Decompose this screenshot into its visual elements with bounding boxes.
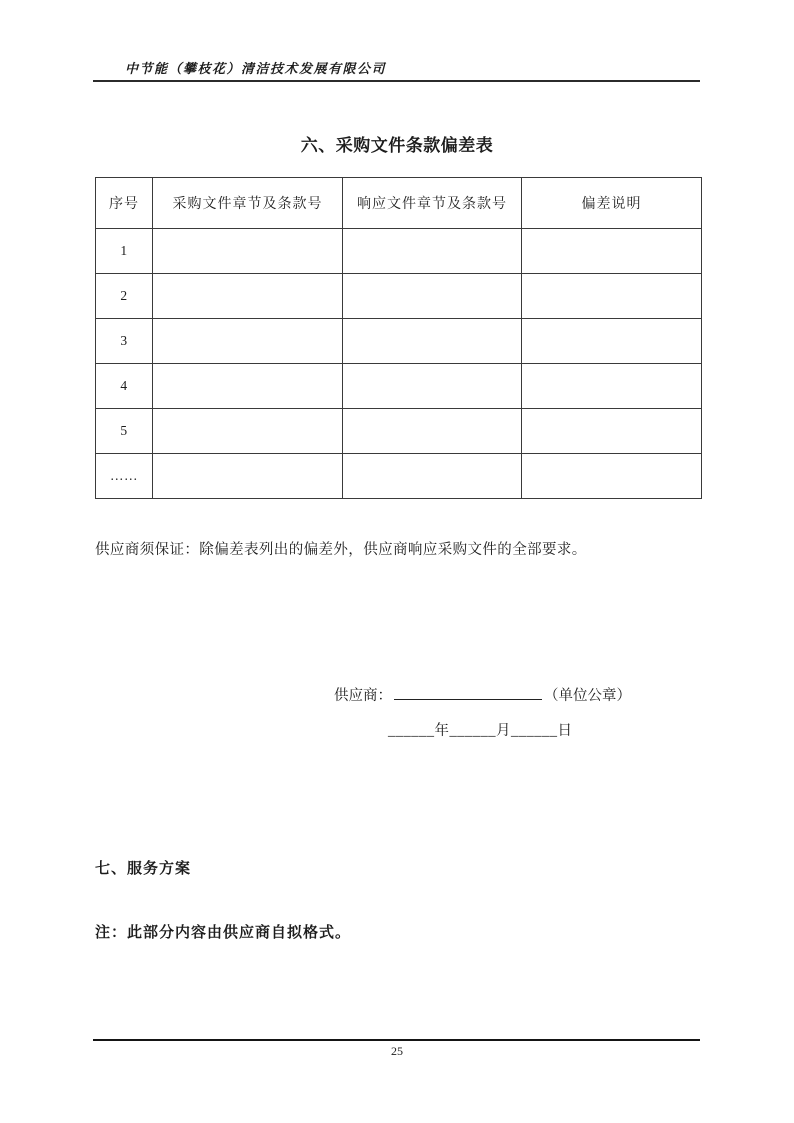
deviation-table — [95, 177, 702, 499]
empty-cell — [343, 229, 522, 274]
footer-rule — [93, 1039, 700, 1041]
empty-cell — [153, 229, 343, 274]
table-header-row — [96, 178, 702, 229]
page-number: 25 — [391, 1044, 403, 1058]
empty-cell — [343, 319, 522, 364]
table-row — [96, 409, 702, 454]
table-row — [96, 319, 702, 364]
table-row — [96, 274, 702, 319]
header-company-name: 中节能（攀枝花）清洁技术发展有限公司 — [125, 61, 387, 76]
column-header-deviation-note: 偏差说明 — [522, 178, 702, 229]
supplier-name-blank — [394, 684, 542, 700]
row-index-cell: …… — [96, 454, 153, 499]
empty-cell — [153, 409, 343, 454]
empty-cell — [153, 319, 343, 364]
empty-cell — [522, 454, 702, 499]
table-row — [96, 364, 702, 409]
row-index-cell: 2 — [96, 274, 153, 319]
empty-cell — [153, 454, 343, 499]
empty-cell — [343, 454, 522, 499]
empty-cell — [522, 319, 702, 364]
row-index-cell: 1 — [96, 229, 153, 274]
header-rule — [93, 80, 700, 82]
empty-cell — [343, 364, 522, 409]
note-text: 注：此部分内容由供应商自拟格式。 — [95, 925, 352, 941]
table-row — [96, 229, 702, 274]
empty-cell — [522, 364, 702, 409]
page-title: 六、采购文件条款偏差表 — [300, 136, 494, 155]
table-row — [96, 454, 702, 499]
supplier-signature-line — [334, 684, 631, 705]
empty-cell — [153, 364, 343, 409]
row-index-cell: 3 — [96, 319, 153, 364]
column-header-response-clause: 响应文件章节及条款号 — [343, 178, 522, 229]
empty-cell — [522, 229, 702, 274]
empty-cell — [522, 274, 702, 319]
row-index-cell: 4 — [96, 364, 153, 409]
column-header-no: 序号 — [96, 178, 153, 229]
empty-cell — [343, 409, 522, 454]
guarantee-text: 供应商须保证：除偏差表列出的偏差外，供应商响应采购文件的全部要求。 — [95, 542, 587, 558]
section-seven-heading: 七、服务方案 — [95, 861, 192, 877]
seal-label: （单位公章） — [544, 688, 631, 704]
row-index-cell: 5 — [96, 409, 153, 454]
empty-cell — [153, 274, 343, 319]
date-line: ______年______月______日 — [388, 723, 573, 739]
empty-cell — [522, 409, 702, 454]
supplier-label: 供应商： — [334, 688, 392, 704]
empty-cell — [343, 274, 522, 319]
column-header-procurement-clause: 采购文件章节及条款号 — [153, 178, 343, 229]
